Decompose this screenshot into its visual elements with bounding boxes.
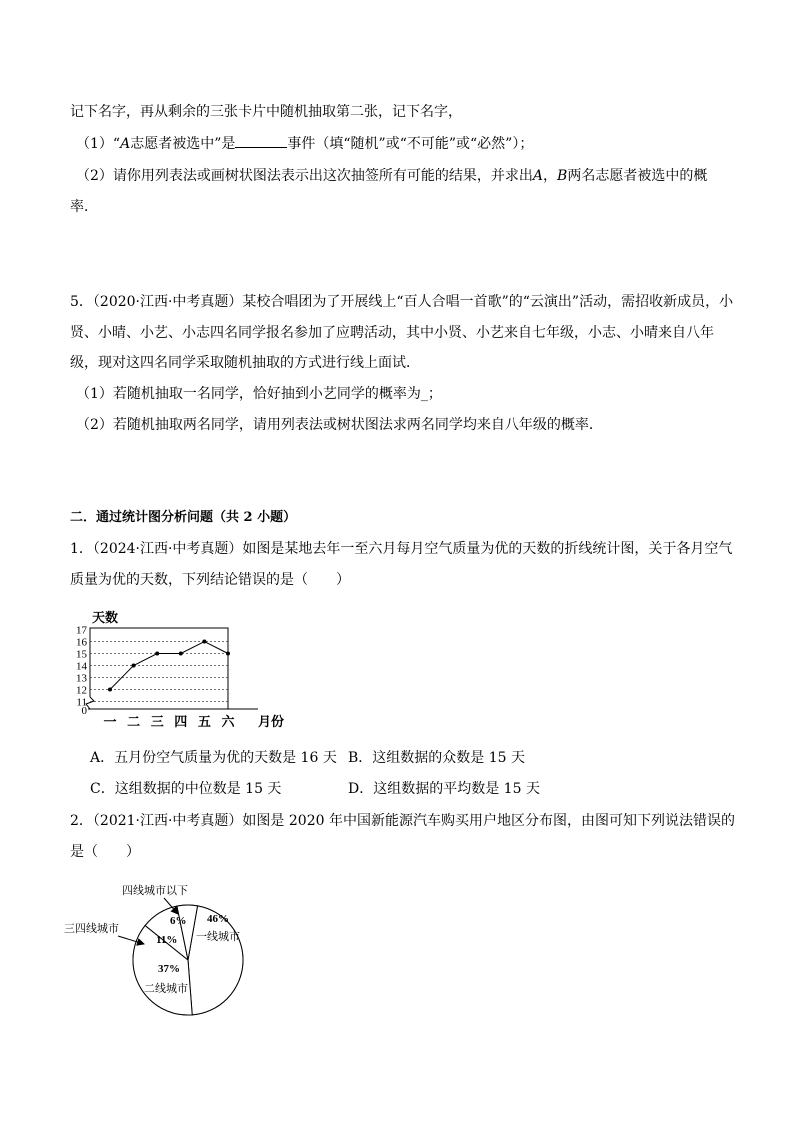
x-tick-label: 三 — [150, 714, 164, 729]
q4-part2-var-b: B — [557, 168, 568, 184]
pie-chart — [60, 872, 300, 1032]
y-tick-label: 16 — [76, 636, 87, 649]
x-tick-label: 五 — [197, 714, 211, 729]
data-point — [132, 664, 136, 668]
slice-percent-label: 46% — [207, 913, 229, 925]
x-tick-label: 一 — [103, 714, 117, 729]
data-point — [226, 652, 230, 656]
slice-percent-label: 11% — [156, 934, 178, 946]
slice-category-label: 四线城市以下 — [122, 885, 188, 897]
axis-break-mark — [86, 697, 94, 709]
slice-category-label: 三四线城市 — [64, 923, 119, 935]
s2q2-line1: 2．（2021·江西·中考真题）如图是 2020 年中国新能源汽车购买用户地区分布图，由图可知下列说法错误的 — [70, 813, 735, 829]
slice-category-label: 一线城市 — [196, 931, 240, 943]
y-tick-label: 15 — [76, 648, 87, 661]
y-tick-label: 11 — [76, 696, 87, 709]
x-axis-label: 月份 — [258, 714, 285, 729]
q4-part2-cont: 率． — [70, 199, 98, 215]
q4-part2-var-a: A — [532, 168, 544, 184]
q5-line1: 5．（2020·江西·中考真题）某校合唱团为了开展线上“百人合唱一首歌”的“云演出”活动，需招收新成员，小 — [70, 294, 734, 310]
section-heading: 二．通过统计图分析问题（共 2 小题） — [70, 510, 297, 525]
y-tick-label: 17 — [76, 624, 87, 637]
y-tick-label: 12 — [76, 684, 87, 697]
data-point — [155, 652, 159, 656]
y-tick-label: 0 — [81, 705, 87, 717]
option-c[interactable]: C．这组数据的中位数是 15 天 — [90, 781, 282, 797]
q4-part1 — [76, 133, 533, 154]
slice-percent-label: 6% — [170, 915, 187, 927]
slice-category-label: 二线城市 — [144, 983, 188, 995]
q4-part2-e: 两名志愿者被选中的概 — [567, 168, 708, 184]
s2q1-line1: 1．（2024·江西·中考真题）如图是某地去年一至六月每月空气质量为优的天数的折线统计图，关于各月空气 — [70, 541, 733, 557]
q4-part1-a: （1）“ — [76, 136, 121, 152]
q4-part1-d: 事件（填“随机”或“不可能”或“必然”）； — [287, 136, 534, 152]
y-tick-label: 13 — [76, 672, 87, 685]
answer-blank[interactable] — [235, 133, 287, 148]
line-chart — [58, 600, 298, 734]
s2q1-line2: 质量为优的天数，下列结论错误的是（ ） — [70, 572, 350, 588]
q4-part1-c: 志愿者被选中”是 — [130, 136, 236, 152]
x-tick-label: 四 — [174, 714, 188, 729]
q4-part1-var-a: A — [120, 136, 131, 152]
q4-part2-a: （2）请你用列表法或画树状图法表示出这次抽签所有可能的结果，并求出 — [76, 168, 533, 184]
q4-line1: 记下名字，再从剩余的三张卡片中随机抽取第二张，记下名字， — [70, 104, 462, 120]
y-tick-label: 14 — [76, 660, 87, 673]
x-tick-label: 二 — [127, 714, 141, 729]
q4-part2-c: ， — [543, 168, 558, 184]
y-axis-label: 天数 — [92, 610, 119, 625]
data-point — [202, 640, 206, 644]
chart-frame — [90, 628, 228, 709]
x-tick-label: 六 — [221, 714, 235, 729]
option-a[interactable]: A．五月份空气质量为优的天数是 16 天 — [90, 750, 337, 766]
q5-line3: 级，现对这四名同学采取随机抽取的方式进行线上面试． — [70, 355, 420, 371]
q5-part2: （2）若随机抽取两名同学，请用列表法或树状图法求两名同学均来自八年级的概率． — [76, 417, 603, 433]
option-d[interactable]: D．这组数据的平均数是 15 天 — [348, 781, 540, 797]
slice-percent-label: 37% — [158, 963, 180, 975]
q5-line2: 贤、小晴、小艺、小志四名同学报名参加了应聘活动，其中小贤、小艺来自七年级，小志、小晴来自八年 — [70, 325, 714, 341]
q5-part1: （1）若随机抽取一名同学，恰好抽到小艺同学的概率为_； — [76, 386, 442, 402]
data-point — [179, 652, 183, 656]
data-point — [108, 688, 112, 692]
s2q2-line2: 是（ ） — [70, 844, 140, 860]
q4-part2 — [76, 166, 707, 186]
option-b[interactable]: B．这组数据的众数是 15 天 — [348, 750, 526, 766]
